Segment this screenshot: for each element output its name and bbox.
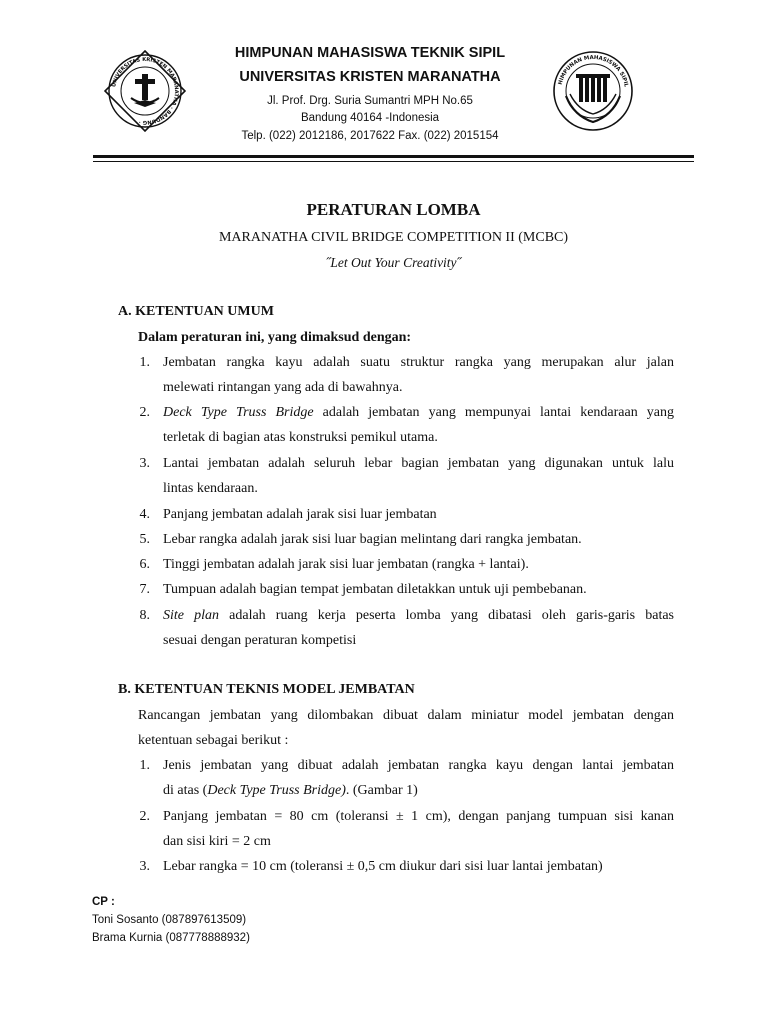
section-a-heading: A. KETENTUAN UMUM (118, 304, 274, 319)
list-item-number: 4. (139, 507, 150, 522)
section-b-intro: ketentuan sebagai berikut : (138, 733, 289, 748)
list-item-text: dan sisi kiri = 2 cm (163, 834, 271, 849)
list-item-number: 3. (139, 859, 150, 874)
document-title: PERATURAN LOMBA (306, 200, 481, 219)
list-item-number: 1. (139, 758, 150, 773)
list-item-text-pre: di atas ( (163, 783, 208, 798)
student-association-logo (552, 50, 634, 132)
svg-text:HIMPUNAN MAHASISWA SIPIL: HIMPUNAN MAHASISWA SIPIL (557, 54, 629, 88)
list-item-number: 2. (139, 809, 150, 824)
list-item-text: sesuai dengan peraturan kompetisi (163, 633, 357, 648)
list-item-text-rest: adalah ruang kerja peserta lomba yang dibatasi oleh garis-garis batas (219, 608, 674, 623)
list-item-text: Jenis jembatan yang dibuat adalah jembatan rangka kayu dengan lantai jembatan (163, 758, 674, 773)
org-name-line1: HIMPUNAN MAHASISWA TEKNIK SIPIL (234, 45, 506, 61)
document-tagline: ˝Let Out Your Creativity˝ (325, 255, 462, 270)
section-a-intro: Dalam peraturan ini, yang dimaksud dengan: (138, 330, 412, 345)
phone-line: Telp. (022) 2012186, 2017622 Fax. (022) 2015154 (241, 130, 499, 142)
list-item-text: Lebar rangka adalah jarak sisi luar bagian melintang dari rangka jembatan. (163, 532, 582, 547)
list-item-number: 5. (139, 532, 150, 547)
list-item-text (163, 405, 674, 421)
list-item-text: melewati rintangan yang ada di bawahnya. (163, 380, 403, 395)
address-line2: Bandung 40164 -Indonesia (300, 112, 440, 124)
document-subtitle: MARANATHA CIVIL BRIDGE COMPETITION II (MCBC) (218, 230, 569, 245)
list-item-number: 3. (139, 456, 150, 471)
address-line1: Jl. Prof. Drg. Suria Sumantri MPH No.65 (267, 95, 473, 107)
org-name-line2: UNIVERSITAS KRISTEN MARANATHA (239, 69, 501, 85)
letterhead-divider-thin (93, 161, 694, 162)
list-item-number: 6. (139, 557, 150, 572)
list-item-text: terletak di bagian atas konstruksi pemikul utama. (163, 430, 438, 445)
contact-person-2: Brama Kurnia (087778888932) (92, 932, 250, 944)
list-item-number: 1. (139, 355, 150, 370)
section-b-intro: Rancangan jembatan yang dilombakan dibuat dalam miniatur model jembatan dengan (138, 708, 674, 723)
list-item-text: Lantai jembatan adalah seluruh lebar bagian jembatan yang digunakan untuk lalu (163, 456, 674, 471)
university-seal-logo (104, 50, 186, 132)
list-item-text: Tumpuan adalah bagian tempat jembatan diletakkan untuk uji pembebanan. (163, 582, 587, 597)
list-item-number: 8. (139, 608, 150, 623)
list-item-text-post: . (Gambar 1) (345, 783, 418, 798)
list-item-number: 7. (139, 582, 150, 597)
list-item-text: Lebar rangka = 10 cm (toleransi ± 0,5 cm diukur dari sisi luar lantai jembatan) (163, 859, 603, 874)
list-item-text (163, 608, 674, 624)
list-item-text: Tinggi jembatan adalah jarak sisi luar jembatan (rangka + lantai). (163, 557, 529, 572)
list-item-text: lintas kendaraan. (163, 481, 258, 496)
list-item-text-rest: adalah jembatan yang mempunyai lantai kendaraan yang (313, 405, 674, 420)
letterhead-divider-thick (93, 155, 694, 158)
list-item-number: 2. (139, 405, 150, 420)
list-item-text: Panjang jembatan = 80 cm (toleransi ± 1 cm), dengan panjang tumpuan sisi kanan (163, 809, 674, 824)
section-b-heading: B. KETENTUAN TEKNIS MODEL JEMBATAN (118, 682, 415, 697)
list-item-text (163, 783, 418, 799)
term-italic: Deck Type Truss Bridge (163, 405, 314, 420)
contact-person-1: Toni Sosanto (087897613509) (92, 914, 247, 926)
svg-text:UNIVERSITAS KRISTEN MARANATHA: UNIVERSITAS KRISTEN MARANATHA · BANDUNG · (111, 56, 180, 126)
term-italic: Site plan (163, 608, 220, 623)
term-italic: Deck Type Truss Bridge) (207, 783, 346, 798)
list-item-text: Panjang jembatan adalah jarak sisi luar jembatan (163, 507, 437, 522)
list-item-text: Jembatan rangka kayu adalah suatu struktur rangka yang merupakan alur jalan (163, 355, 674, 370)
contact-label: CP : (92, 896, 115, 908)
